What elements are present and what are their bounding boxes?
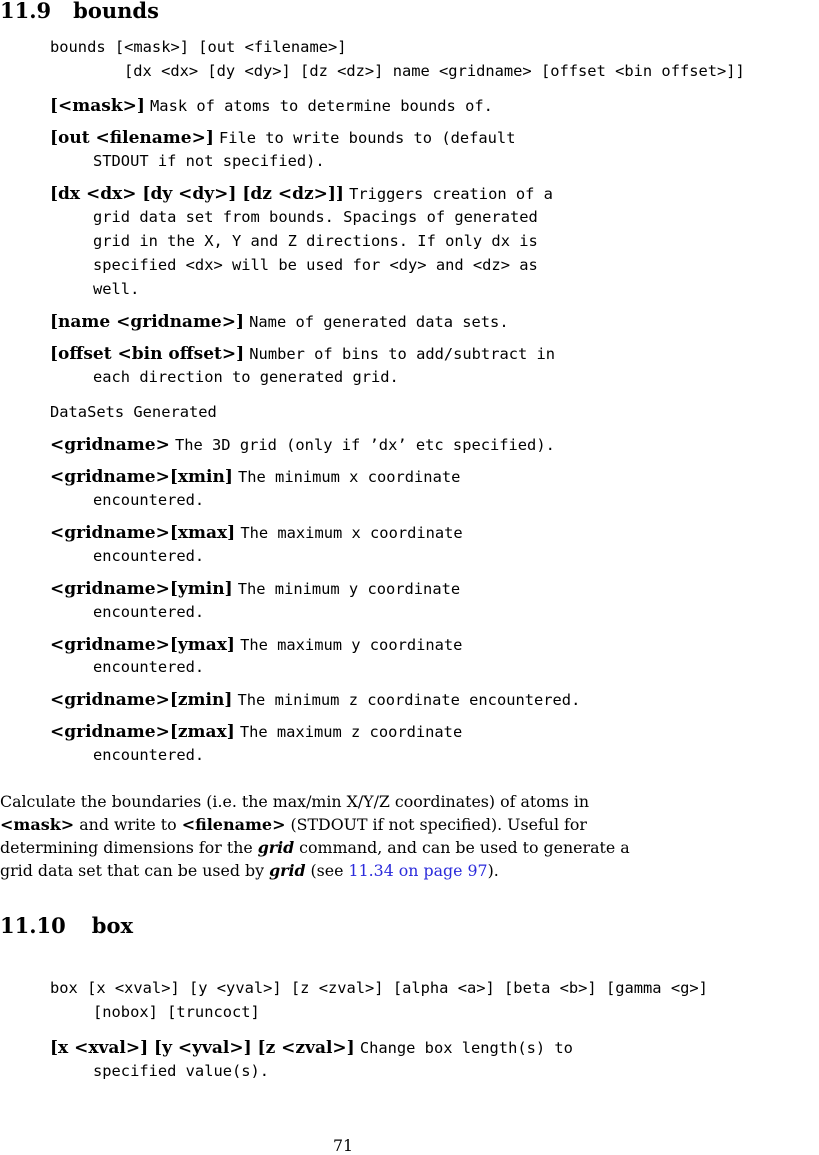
paragraph-line (0, 861, 499, 880)
arg-desc-cont: each direction to generated grid. (93, 368, 399, 386)
arg-desc-cont: STDOUT if not specified). (93, 152, 325, 170)
arg-desc-cont: well. (93, 280, 140, 298)
arg-term: [offset <bin offset>] (50, 344, 245, 364)
paragraph-text: (STDOUT if not specified). Useful for (285, 815, 587, 834)
paragraph-text: command, and can be used to generate a (294, 838, 630, 857)
arg-xyz (50, 1038, 573, 1058)
dataset-desc: The maximum y coordinate (240, 636, 463, 654)
arg-term: [x <xval>] [y <yval>] [z <zval>] (50, 1038, 355, 1058)
dataset-desc-cont: encountered. (93, 746, 205, 764)
usage-line-2: [dx <dx> [dy <dy>] [dz <dz>] name <gridname> [offset <bin offset>]] (124, 62, 745, 80)
dataset-term: <gridname> (50, 435, 170, 455)
section-heading-bounds (0, 0, 159, 23)
dataset-ymax (50, 635, 462, 655)
filename-term: <filename> (181, 815, 286, 834)
arg-dx (50, 184, 553, 204)
usage-line-1: box [x <xval>] [y <yval>] [z <zval>] [alpha <a>] [beta <b>] [gamma <g>] (50, 979, 708, 997)
dataset-term: <gridname>[zmax] (50, 722, 235, 742)
arg-desc: Mask of atoms to determine bounds of. (150, 97, 493, 115)
arg-desc-cont: grid data set from bounds. Spacings of generated (93, 208, 538, 226)
dataset-desc: The minimum x coordinate (237, 468, 461, 486)
grid-command: grid (257, 838, 295, 857)
arg-desc: Name of generated data sets. (249, 313, 509, 331)
dataset-ymin (50, 579, 460, 599)
section-title: bounds (73, 0, 159, 23)
dataset-desc-cont: encountered. (93, 658, 205, 676)
paragraph-text: ). (487, 861, 499, 880)
dataset-term: <gridname>[xmax] (50, 523, 236, 543)
paragraph-line (0, 815, 587, 834)
mask-term: <mask> (0, 815, 75, 834)
arg-desc-cont: grid in the X, Y and Z directions. If only dx is (93, 232, 538, 250)
arg-term: [dx <dx> [dy <dy>] [dz <dz>]] (50, 184, 344, 204)
dataset-zmin (50, 690, 580, 710)
dataset-term: <gridname>[ymax] (50, 635, 235, 655)
arg-mask (50, 96, 493, 116)
dataset-desc-cont: encountered. (93, 547, 205, 565)
arg-desc: File to write bounds to (default (218, 129, 516, 147)
paragraph-text: determining dimensions for the (0, 838, 258, 857)
dataset-desc: The minimum z coordinate encountered. (237, 691, 581, 709)
dataset-grid (50, 435, 555, 455)
arg-desc: Change box length(s) to (359, 1039, 573, 1057)
section-number: 11.9 (0, 0, 52, 23)
datasets-heading: DataSets Generated (50, 403, 217, 421)
dataset-desc: The maximum z coordinate (239, 723, 463, 741)
arg-term: [<mask>] (50, 96, 145, 116)
dataset-desc-cont: encountered. (93, 603, 205, 621)
dataset-xmax (50, 523, 463, 543)
arg-offset (50, 344, 555, 364)
usage-line-1: bounds [<mask>] [out <filename>] (50, 38, 347, 56)
usage-line-2: [nobox] [truncoct] (93, 1003, 260, 1021)
arg-desc: Triggers creation of a (349, 185, 553, 203)
grid-command: grid (269, 861, 306, 880)
section-heading-box (0, 913, 133, 938)
paragraph-text: grid data set that can be used by (0, 861, 270, 880)
arg-desc-cont: specified <dx> will be used for <dy> and <dz> as (93, 256, 538, 274)
dataset-desc-cont: encountered. (93, 491, 205, 509)
dataset-desc: The minimum y coordinate (237, 580, 461, 598)
arg-name (50, 312, 509, 332)
dataset-term: <gridname>[ymin] (50, 579, 233, 599)
dataset-desc: The maximum x coordinate (240, 524, 463, 542)
cross-reference-link[interactable]: 11.34 on page 97 (348, 861, 488, 880)
paragraph-text: and write to (74, 815, 182, 834)
section-title: box (91, 913, 133, 938)
arg-desc-cont: specified value(s). (93, 1062, 270, 1080)
paragraph-text: (see (305, 861, 349, 880)
page-number: 71 (333, 1136, 354, 1155)
section-number: 11.10 (0, 913, 66, 938)
arg-term: [name <gridname>] (50, 312, 245, 332)
arg-term: [out <filename>] (50, 128, 214, 148)
arg-out (50, 128, 515, 148)
dataset-desc: The 3D grid (only if ’dx’ etc specified). (174, 436, 555, 454)
arg-desc: Number of bins to add/subtract in (249, 345, 556, 363)
dataset-zmax (50, 722, 462, 742)
paragraph-line: Calculate the boundaries (i.e. the max/min X/Y/Z coordinates) of atoms in (0, 792, 590, 811)
dataset-term: <gridname>[zmin] (50, 690, 233, 710)
dataset-term: <gridname>[xmin] (50, 467, 233, 487)
dataset-xmin (50, 467, 460, 487)
paragraph-line (0, 838, 630, 857)
